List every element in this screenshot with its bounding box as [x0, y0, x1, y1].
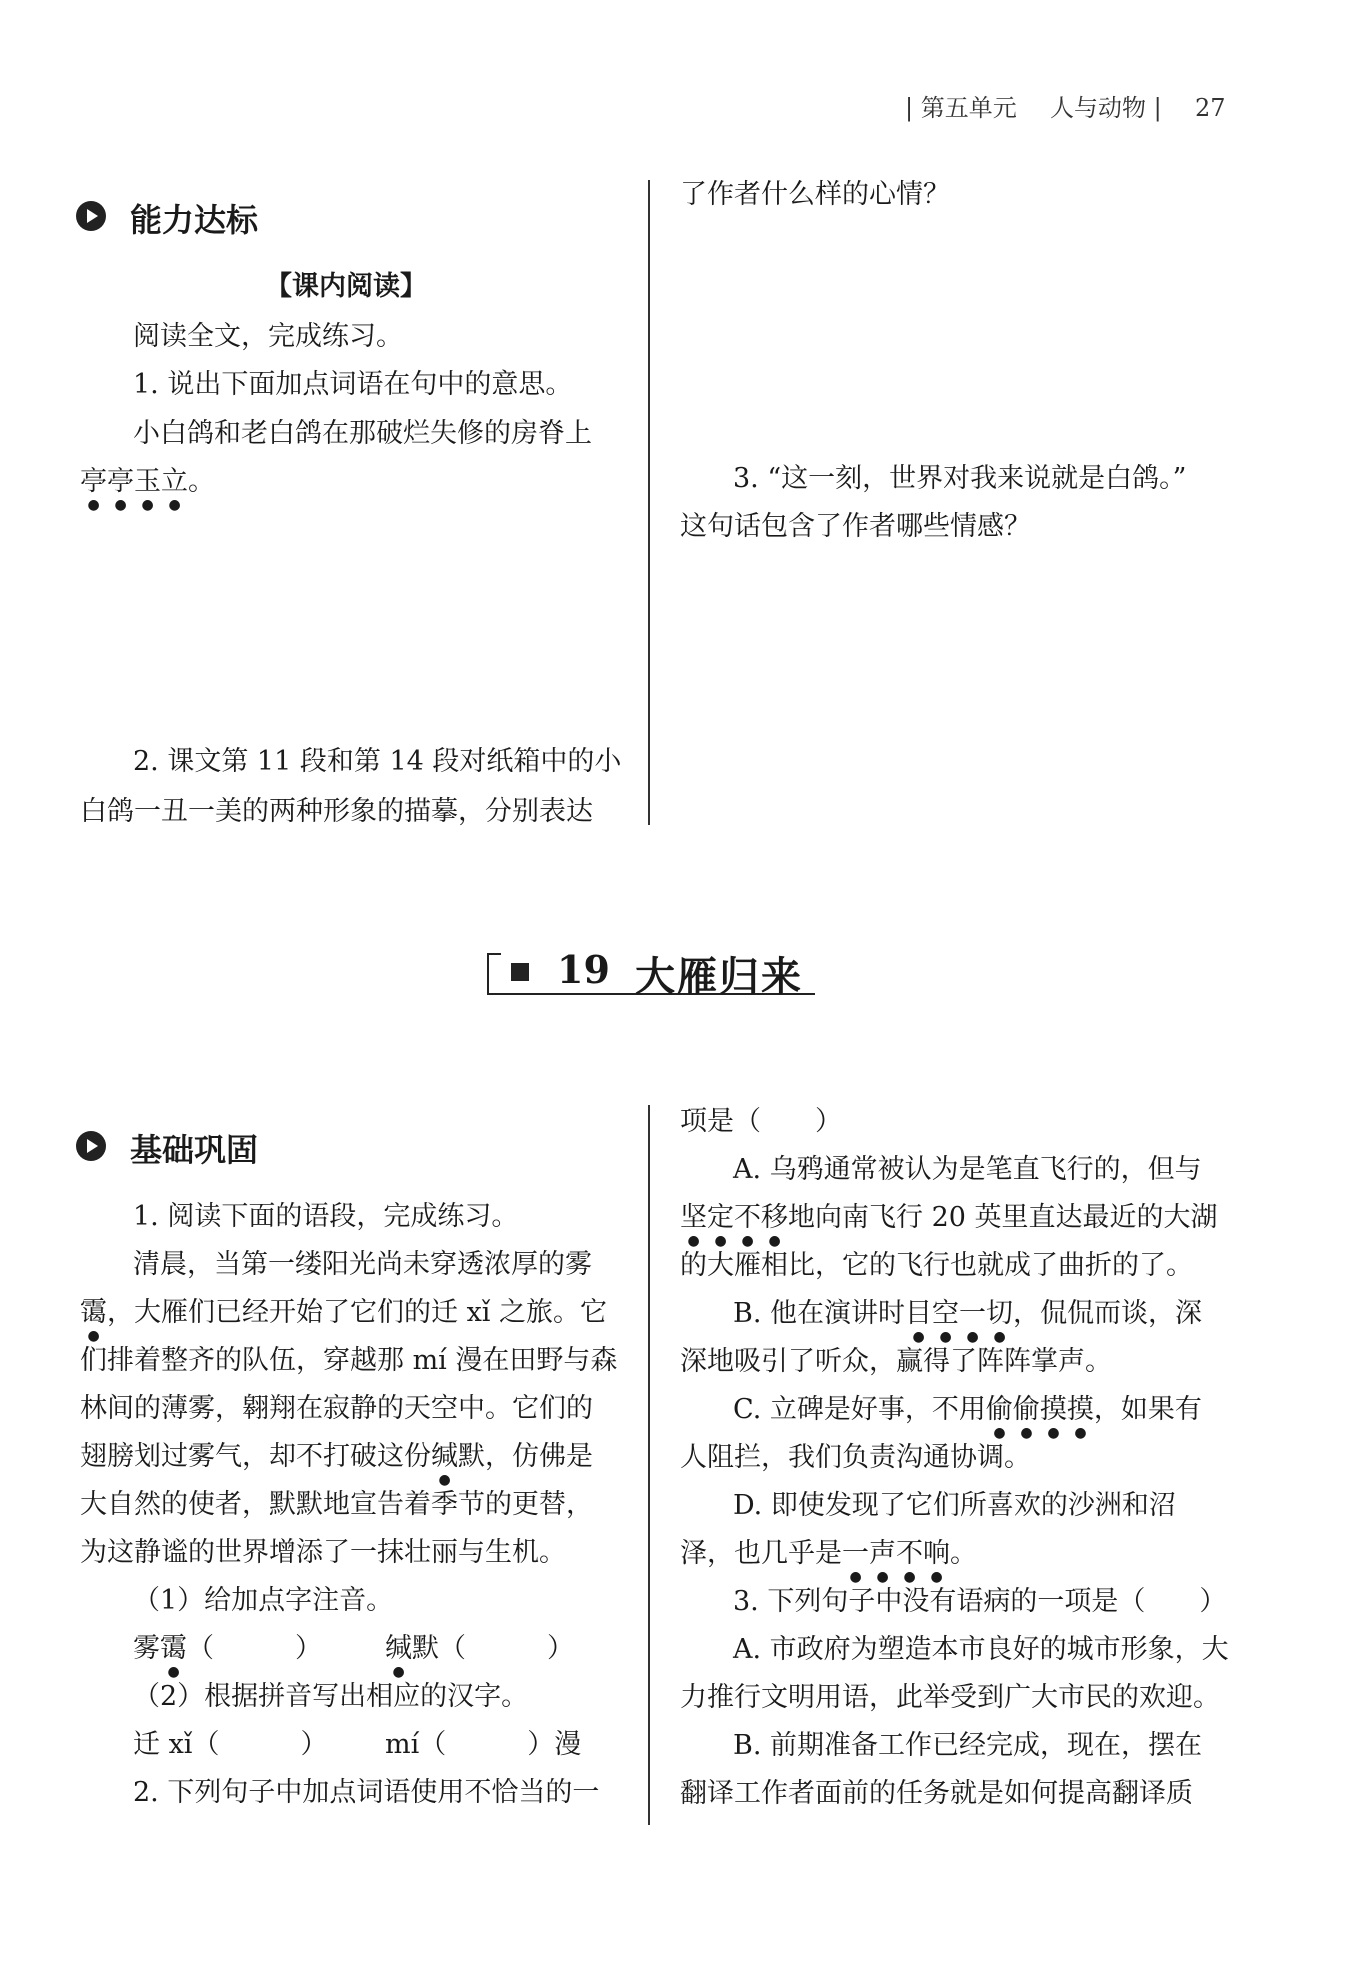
banner-top-rule — [487, 953, 501, 955]
section-title-ability: 能力达标 — [130, 201, 259, 239]
sub1-answer-1: 雾霭（ ） — [133, 1633, 322, 1664]
passage-line-2: 霭，大雁们已经开始了它们的迁 xǐ 之旅。它 — [80, 1297, 608, 1328]
sub2-answer-2[interactable]: mí（ ）漫 — [385, 1729, 582, 1760]
sub-question-1: （1）给加点字注音。 — [133, 1585, 394, 1616]
option-B-line1: B. 他在演讲时目空一切，侃侃而谈，深 — [733, 1298, 1203, 1329]
running-header — [905, 88, 1226, 123]
instruction: 阅读全文，完成练习。 — [133, 321, 403, 352]
b-question-2: 2. 下列句子中加点词语使用不恰当的一 — [133, 1777, 600, 1808]
passage-line-5: 翅膀划过雾气，却不打破这份缄默，仿佛是 — [80, 1441, 593, 1472]
option-D-line2: 泽，也几乎是一声不响。 — [680, 1538, 977, 1569]
square-bullet-icon — [511, 963, 529, 981]
question-3-line1: 3. “这一刻，世界对我来说就是白鸽。” — [733, 463, 1187, 494]
passage-line-4: 林间的薄雾，翱翔在寂静的天空中。它们的 — [80, 1393, 593, 1424]
option-C-line2: 人阻拦，我们负责沟通协调。 — [680, 1442, 1031, 1473]
passage-line-6: 大自然的使者，默默地宣告着季节的更替， — [80, 1489, 593, 1520]
dotted-word: 目空一切 — [905, 1298, 1014, 1329]
answer-blank[interactable]: （ ） — [187, 1633, 322, 1664]
dotted-word: 偷偷摸摸 — [985, 1394, 1094, 1425]
column-divider-bottom — [648, 1105, 650, 1825]
b-question-2-continued: 项是（ ） — [680, 1106, 842, 1137]
header-theme: 人与动物 — [1050, 94, 1147, 122]
option-A-line2: 坚定不移地向南飞行 20 英里直达最近的大湖 — [680, 1202, 1218, 1233]
header-bar-left: | — [905, 94, 914, 122]
answer-blank[interactable]: 默（ ） — [412, 1633, 574, 1664]
play-icon — [76, 201, 106, 231]
sub-question-2: （2）根据拼音写出相应的汉字。 — [133, 1681, 529, 1712]
q1-sentence-line2 — [80, 465, 215, 513]
question-2-continued: 了作者什么样的心情？ — [680, 179, 950, 210]
question-2-line1: 2. 课文第 11 段和第 14 段对纸箱中的小 — [133, 746, 622, 777]
sub1-answer-2 — [385, 1632, 574, 1680]
q3-option-B-line1: B. 前期准备工作已经完成，现在，摆在 — [733, 1730, 1203, 1761]
q1-sentence-line1: 小白鸽和老白鸽在那破烂失修的房脊上 — [133, 418, 592, 449]
option-A-line3: 的大雁相比，它的飞行也就成了曲折的了。 — [680, 1250, 1193, 1281]
dotted-char: 缄 — [385, 1633, 412, 1664]
section-title-basics: 基础巩固 — [130, 1131, 259, 1169]
b-question-1: 1. 阅读下面的语段，完成练习。 — [133, 1201, 519, 1232]
dotted-word: 亭亭玉立 — [80, 466, 188, 497]
subheading-in-class-reading: 【课内阅读】 — [265, 271, 427, 302]
q1-end: 。 — [188, 466, 215, 497]
passage-line-7: 为这静谧的世界增添了一抹壮丽与生机。 — [80, 1537, 566, 1568]
option-C-line1: C. 立碑是好事，不用偷偷摸摸，如果有 — [733, 1394, 1202, 1425]
dotted-word: 坚定不移 — [680, 1202, 788, 1233]
q3-option-B-line2: 翻译工作者面前的任务就是如何提高翻译质 — [680, 1778, 1193, 1809]
q3-option-A-line1: A. 市政府为塑造本市良好的城市形象，大 — [733, 1634, 1229, 1665]
lesson-title: 大雁归来 — [635, 953, 803, 1000]
lesson-number: 19 — [557, 947, 610, 992]
header-bar-right: | — [1153, 94, 1162, 122]
option-D-line1: D. 即使发现了它们所喜欢的沙洲和沼 — [733, 1490, 1176, 1521]
column-divider-top — [648, 180, 650, 825]
play-icon — [76, 1131, 106, 1161]
b-question-3: 3. 下列句子中没有语病的一项是（ ） — [733, 1586, 1227, 1617]
passage-line-3: 们排着整齐的队伍，穿越那 mí 漫在田野与森 — [80, 1345, 618, 1376]
option-A-line1: A. 乌鸦通常被认为是笔直飞行的，但与 — [733, 1154, 1202, 1185]
option-B-line2: 深地吸引了听众，赢得了阵阵掌声。 — [680, 1346, 1112, 1377]
question-3-line2: 这句话包含了作者哪些情感？ — [680, 511, 1031, 542]
dotted-char: 霭 — [160, 1633, 187, 1664]
dotted-char: 缄 — [431, 1441, 458, 1472]
dotted-char: 霭 — [80, 1297, 107, 1328]
lesson-title-banner — [487, 945, 815, 1000]
passage-line-1: 清晨，当第一缕阳光尚未穿透浓厚的雾 — [133, 1249, 592, 1280]
header-unit: 第五单元 — [920, 94, 1017, 122]
dotted-word: 一声不响 — [842, 1538, 950, 1569]
sub2-answer-1[interactable]: 迁 xǐ（ ） — [133, 1729, 328, 1760]
page-number: 27 — [1195, 94, 1226, 122]
question-1: 1. 说出下面加点词语在句中的意思。 — [133, 369, 573, 400]
q3-option-A-line2: 力推行文明用语，此举受到广大市民的欢迎。 — [680, 1682, 1220, 1713]
question-2-line2: 白鸽一丑一美的两种形象的描摹，分别表达 — [80, 796, 593, 827]
